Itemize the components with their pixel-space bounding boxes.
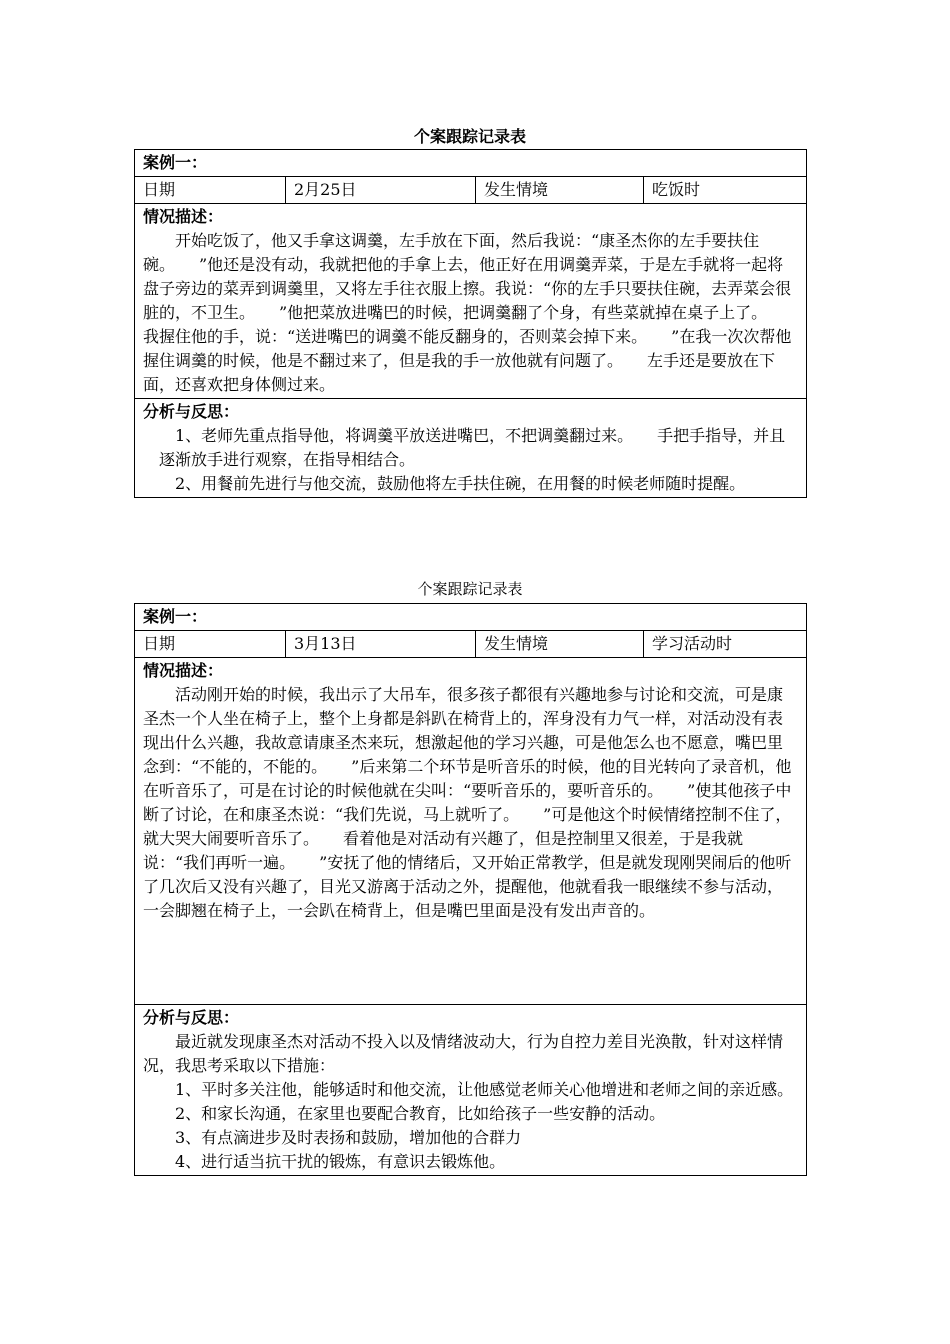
record1-table xyxy=(134,149,807,498)
record1-case-label: 案例一： xyxy=(135,150,807,177)
record2-analysis-cell xyxy=(135,1005,807,1176)
record2-date-value: 3月13日 xyxy=(286,631,476,658)
record1-description-cell xyxy=(135,204,807,399)
record2-analysis-item-4: 4、进行适当抗干扰的锻炼，有意识去锻炼他。 xyxy=(175,1152,506,1171)
record2-case-label: 案例一： xyxy=(135,604,807,631)
record1-situation-label: 发生情境 xyxy=(476,177,644,204)
record2-desc-label: 情况描述： xyxy=(143,661,224,680)
record1-title: 个案跟踪记录表 xyxy=(413,127,526,146)
record2-analysis-item-3: 3、有点滴进步及时表扬和鼓励，增加他的合群力 xyxy=(175,1128,522,1147)
record1-date-label: 日期 xyxy=(135,177,286,204)
record2-title: 个案跟踪记录表 xyxy=(417,580,523,598)
record1-analysis-label: 分析与反思： xyxy=(143,402,240,421)
record2-date-label: 日期 xyxy=(135,631,286,658)
record1-situation-value: 吃饭时 xyxy=(644,177,807,204)
record1-desc-label: 情况描述： xyxy=(143,207,224,226)
record1-date-value: 2月25日 xyxy=(286,177,476,204)
record2-table xyxy=(134,603,807,1176)
record2-analysis-item-2: 2、和家长沟通，在家里也要配合教育，比如给孩子一些安静的活动。 xyxy=(175,1104,666,1123)
record2-situation-value: 学习活动时 xyxy=(644,631,807,658)
record2-description-cell xyxy=(135,658,807,1005)
record2-situation-label: 发生情境 xyxy=(476,631,644,658)
record2-analysis-intro: 最近就发现康圣杰对活动不投入以及情绪波动大，行为自控力差目光涣散，针对这样情况，我思考采取以下措施： xyxy=(143,1032,784,1075)
record2-desc-text: 活动刚开始的时候，我出示了大吊车，很多孩子都很有兴趣地参与讨论和交流，可是康圣杰一个人坐在椅子上，整个上身都是斜趴在椅背上的，浑身没有力气一样，对活动没有表现出什么兴趣，我故意请康圣杰来玩，想激起他的学习兴趣，可是他怎么也不愿意，嘴巴里念到：“不能的，不能的。 ”后来第二个环节是听音乐的时候，他的目光转向了录音机，他在听音乐了，可是在讨论的时候他就在尖叫：“要听音乐的，要听音乐的。 ”使其他孩子中断了讨论，在和康圣杰说：“我们先说，马上就听了。 ”可是他这个时候情绪控制不住了，就大哭大闹要听音乐了。 看着他是对活动有兴趣了，但是控制里又很差，于是我就说：“我们再听一遍。 ”安抚了他的情绪后，又开始正常教学，但是就发现刚哭闹后的他听了几次后又没有兴趣了，目光又游离于活动之外，提醒他，他就看我一眼继续不参与活动，一会脚翘在椅子上，一会趴在椅背上，但是嘴巴里面是没有发出声音的。 xyxy=(143,685,792,920)
record1-analysis-item-1: 1、老师先重点指导他，将调羹平放送进嘴巴，不把调羹翻过来。 手把手指导，并且逐渐放手进行观察，在指导相结合。 xyxy=(159,426,786,469)
record2-analysis-item-1: 1、平时多关注他，能够适时和他交流，让他感觉老师关心他增进和老师之间的亲近感。 xyxy=(175,1080,794,1099)
record1-analysis-item-2: 2、用餐前先进行与他交流，鼓励他将左手扶住碗，在用餐的时候老师随时提醒。 xyxy=(175,474,746,493)
record2-analysis-label: 分析与反思： xyxy=(143,1008,240,1027)
record1-analysis-cell xyxy=(135,399,807,498)
record1-desc-text: 开始吃饭了，他又手拿这调羹，左手放在下面，然后我说：“康圣杰你的左手要扶住碗。 ”他还是没有动，我就把他的手拿上去，他正好在用调羹弄菜，于是左手就将一起将盘子旁边的菜弄到调羹里，又将左手往衣服上擦。我说：“你的左手只要扶住碗，去弄菜会很脏的，不卫生。 ”他把菜放进嘴巴的时候，把调羹翻了个身，有些菜就掉在桌子上了。 我握住他的手，说：“送进嘴巴的调羹不能反翻身的，否则菜会掉下来。 ”在我一次次帮他握住调羹的时候，他是不翻过来了，但是我的手一放他就有问题了。 左手还是要放在下面，还喜欢把身体侧过来。 xyxy=(143,231,792,394)
